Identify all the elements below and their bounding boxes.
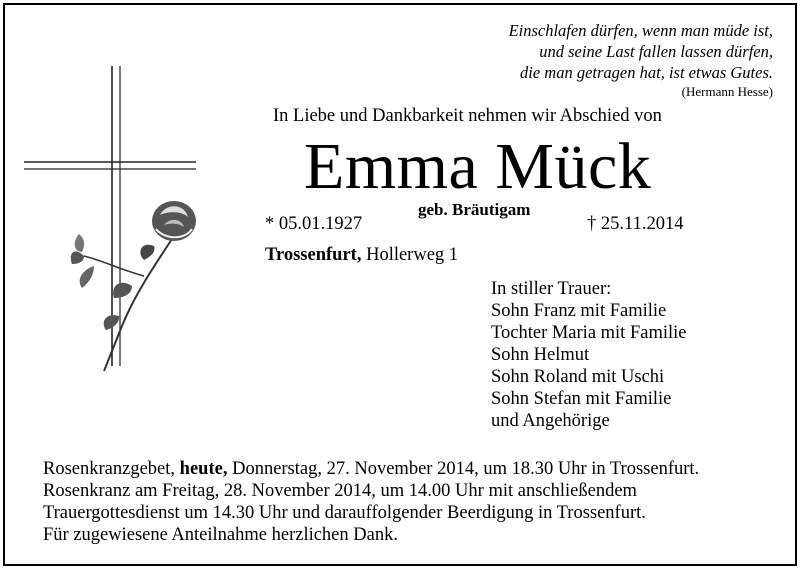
mourners-list: [491, 278, 686, 432]
hesse-quote: [509, 20, 773, 101]
deceased-name: Emma Mück: [304, 130, 652, 203]
death-date: † 25.11.2014: [587, 214, 684, 234]
address-place: Trossenfurt,: [265, 245, 362, 265]
notice-line-2: Rosenkranz am Freitag, 28. November 2014, um 14.00 Uhr mit anschließendem: [43, 481, 637, 501]
mourner-line: Sohn Stefan mit Familie: [491, 389, 672, 409]
quote-author: (Hermann Hesse): [681, 84, 773, 99]
cross-with-rose-icon: [24, 66, 204, 376]
birth-date: * 05.01.1927: [265, 214, 363, 234]
mourner-line: Tochter Maria mit Familie: [491, 323, 687, 343]
quote-line: Einschlafen dürfen, wenn man müde ist,: [508, 21, 773, 40]
notice-line-4: Für zugewiesene Anteilnahme herzlichen Dank.: [43, 525, 398, 545]
notice-line-1: [43, 458, 699, 480]
mourner-line: Sohn Helmut: [491, 345, 590, 365]
quote-line: und seine Last fallen lassen dürfen,: [539, 42, 773, 61]
notice-line1-bold: heute,: [179, 459, 228, 479]
quote-line: die man getragen hat, ist etwas Gutes.: [520, 63, 773, 82]
intro-text: In Liebe und Dankbarkeit nehmen wir Abschied von: [273, 106, 662, 126]
mourners-heading: In stiller Trauer:: [491, 279, 612, 299]
mourner-line: Sohn Roland mit Uschi: [491, 367, 665, 387]
service-notice: [43, 458, 699, 546]
notice-line1-pre: Rosenkranzgebet,: [43, 459, 176, 479]
mourner-line: Sohn Franz mit Familie: [491, 301, 667, 321]
notice-line-3: Trauergottesdienst um 14.30 Uhr und darauffolgender Beerdigung in Trossenfurt.: [43, 503, 646, 523]
address-street: Hollerweg 1: [366, 245, 459, 265]
maiden-name: geb. Bräutigam: [418, 200, 531, 219]
notice-line1-post: Donnerstag, 27. November 2014, um 18.30 Uhr in Trossenfurt.: [232, 459, 700, 479]
mourner-line: und Angehörige: [491, 411, 610, 431]
address: [265, 245, 458, 266]
